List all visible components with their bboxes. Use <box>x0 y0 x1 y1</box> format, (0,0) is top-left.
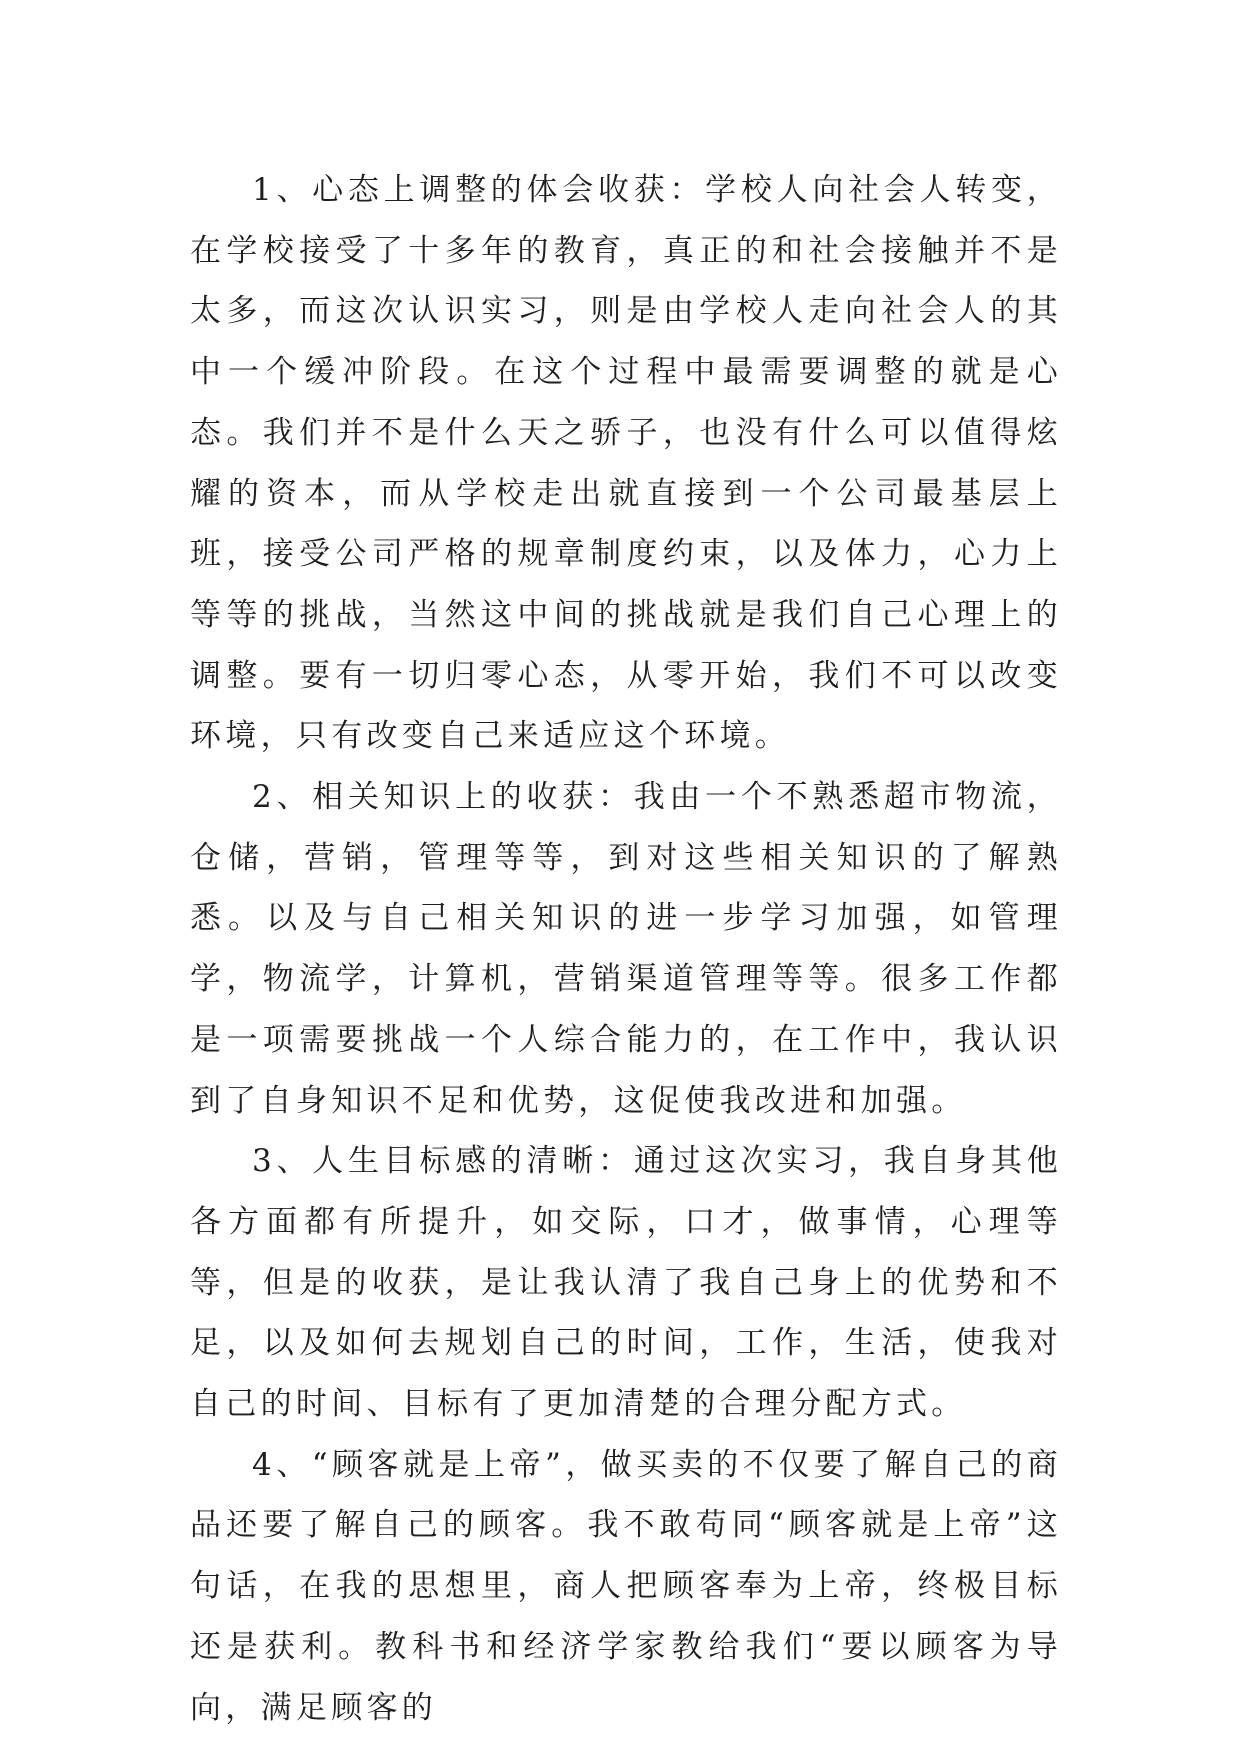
paragraph-knowledge: 2、相关知识上的收获：我由一个不熟悉超市物流，仓储，营销，管理等等，到对这些相关知识的了解熟悉。以及与自己相关知识的进一步学习加强，如管理学，物流学，计算机，营销渠道管理等等。很多工作都是一项需要挑战一个人综合能力的，在工作中，我认识到了自身知识不足和优势，这促使我改进和加强。 <box>190 779 1062 1119</box>
paragraph-mindset: 1、心态上调整的体会收获：学校人向社会人转变，在学校接受了十多年的教育，真正的和社会接触并不是太多，而这次认识实习，则是由学校人走向社会人的其中一个缓冲阶段。在这个过程中最需要调整的就是心态。我们并不是什么天之骄子，也没有什么可以值得炫耀的资本，而从学校走出就直接到一个公司最基层上班，接受公司严格的规章制度约束，以及体力，心力上等等的挑战，当然这中间的挑战就是我们自己心理上的调整。要有一切归零心态，从零开始，我们不可以改变环境，只有改变自己来适应这个环境。 <box>190 172 1062 755</box>
paragraph-customer: 4、“顾客就是上帝”，做买卖的不仅要了解自己的商品还要了解自己的顾客。我不敢苟同“顾客就是上帝”这句话，在我的思想里，商人把顾客奉为上帝，终极目标还是获利。教科书和经济学家教给我们“要以顾客为导向，满足顾客的 <box>190 1446 1062 1726</box>
paragraph-life-goals: 3、人生目标感的清晰：通过这次实习，我自身其他各方面都有所提升，如交际，口才，做事情，心理等等，但是的收获，是让我认清了我自己身上的优势和不足，以及如何去规划自己的时间，工作，生活，使我对自己的时间、目标有了更加清楚的合理分配方式。 <box>190 1143 1062 1423</box>
document-body <box>190 160 1062 1738</box>
